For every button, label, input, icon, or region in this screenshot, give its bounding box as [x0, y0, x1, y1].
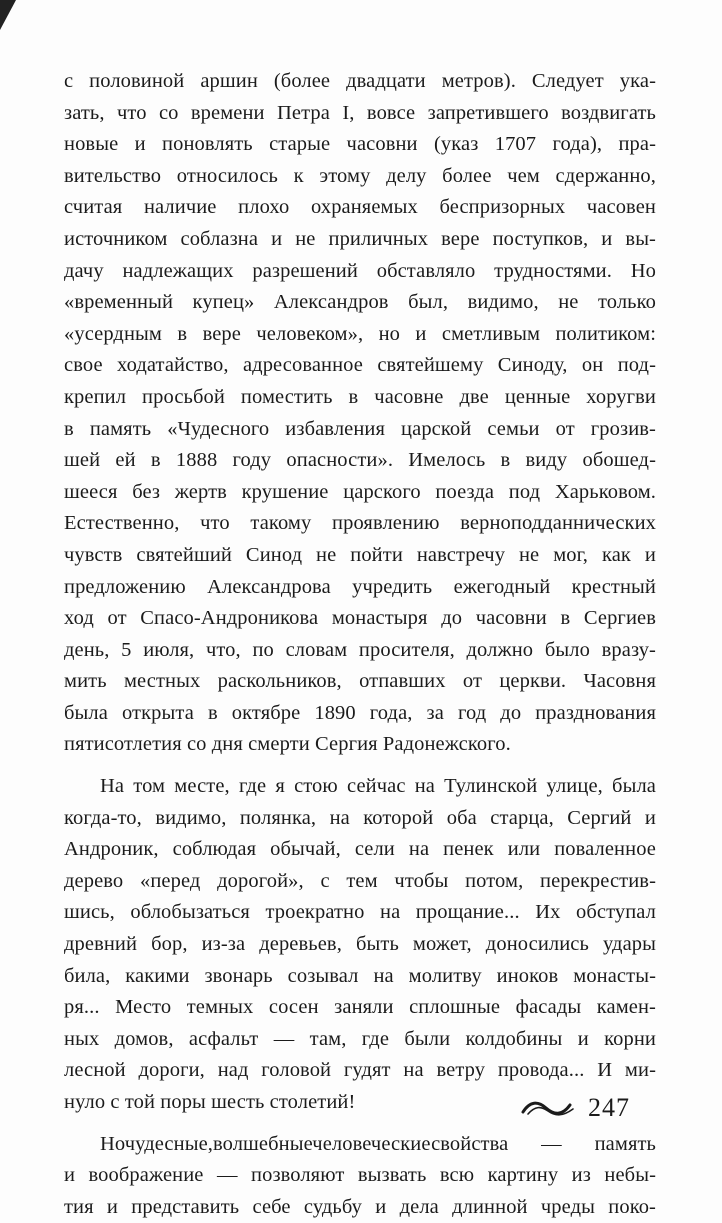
text-line: ход от Спасо-Андроникова монастыря до часовни в Сергиев: [64, 607, 656, 630]
text-line: вительство относилось к этому делу более чем сдержанно,: [64, 164, 656, 187]
text-line: нуло с той поры шесть столетий!: [64, 1091, 356, 1113]
text-line: шей ей в 1888 году опасности». Имелось в виду обошед-: [64, 449, 656, 472]
text-line: лесной дороги, над головой гудят на ветру провода... И ми-: [64, 1059, 656, 1082]
text-line: ных домов, асфальт — там, где были колдобины и корни: [64, 1027, 656, 1050]
paragraph-3: [64, 1129, 656, 1223]
text-line: тия и представить себе судьбу и дела длинной чреды поко-: [64, 1195, 656, 1218]
text-line: дачу надлежащих разрешений обставляло трудностями. Но: [64, 259, 656, 282]
text-line: предложению Александрова учредить ежегодный крестный: [64, 575, 656, 598]
text-line: день, 5 июля, что, по словам просителя, должно было вразу-: [64, 638, 656, 661]
tilde-ornament-icon: [520, 1097, 576, 1119]
text-line: ря... Место темных сосен заняли сплошные фасады камен-: [64, 996, 656, 1019]
text-line: древний бор, из-за деревьев, быть может, доносились удары: [64, 933, 656, 956]
text-line: Естественно, что такому проявлению верноподданнических: [64, 512, 656, 535]
text-line: источником соблазна и не приличных вере поступков, и вы-: [64, 227, 656, 250]
paragraph-1: [64, 66, 656, 761]
text-line: когда-то, видимо, полянка, на которой оба старца, Сергий и: [64, 806, 656, 829]
text-line: «усердным в вере человеком», но и сметливым политиком:: [64, 322, 656, 345]
text-line: била, какими звонарь созывал на молитву иноков монасты-: [64, 964, 656, 987]
text-line: с половиной аршин (более двадцати метров). Следует ука-: [64, 70, 656, 92]
text-line: и воображение — позволяют вызвать всю картину из небы-: [64, 1164, 656, 1187]
text-line: дерево «перед дорогой», с тем чтобы потом, перекрестив-: [64, 869, 656, 892]
page-text: [64, 66, 656, 1223]
text-line: шись, облобызаться троекратно на прощание... Их обступал: [64, 901, 656, 924]
text-line: крепил просьбой поместить в часовне две ценные хоругви: [64, 385, 656, 408]
text-line: зать, что со времени Петра I, вовсе запретившего воздвигать: [64, 101, 656, 124]
page-footer: [520, 1088, 630, 1128]
text-line: Ночудесные,волшебныечеловеческиесвойства — память: [100, 1132, 656, 1155]
scan-corner-mark: [0, 0, 16, 30]
text-line: пятисотлетия со дня смерти Сергия Радонежского.: [64, 733, 511, 756]
text-line: в память «Чудесного избавления царской семьи от грозив-: [64, 417, 656, 440]
text-line: мить местных раскольников, отпавших от церкви. Часовня: [64, 670, 656, 693]
page-number: 247: [588, 1093, 630, 1122]
text-line: чувств святейший Синод не пойти навстречу не мог, как и: [64, 543, 656, 566]
text-line: была открыта в октябре 1890 года, за год до празднования: [64, 701, 656, 724]
text-line: Андроник, соблюдая обычай, сели на пенек или поваленное: [64, 838, 656, 861]
text-line: новые и поновлять старые часовни (указ 1707 года), пра-: [64, 133, 656, 156]
text-line: «временный купец» Александров был, видимо, не только: [64, 291, 656, 314]
text-line: На том месте, где я стою сейчас на Тулинской улице, была: [100, 775, 656, 798]
text-line: свое ходатайство, адресованное святейшему Синоду, он под-: [64, 354, 656, 377]
paragraph-2: [64, 771, 656, 1119]
text-line: считая наличие плохо охраняемых беспризорных часовен: [64, 196, 656, 219]
text-line: шееся без жертв крушение царского поезда под Харьковом.: [64, 480, 656, 503]
